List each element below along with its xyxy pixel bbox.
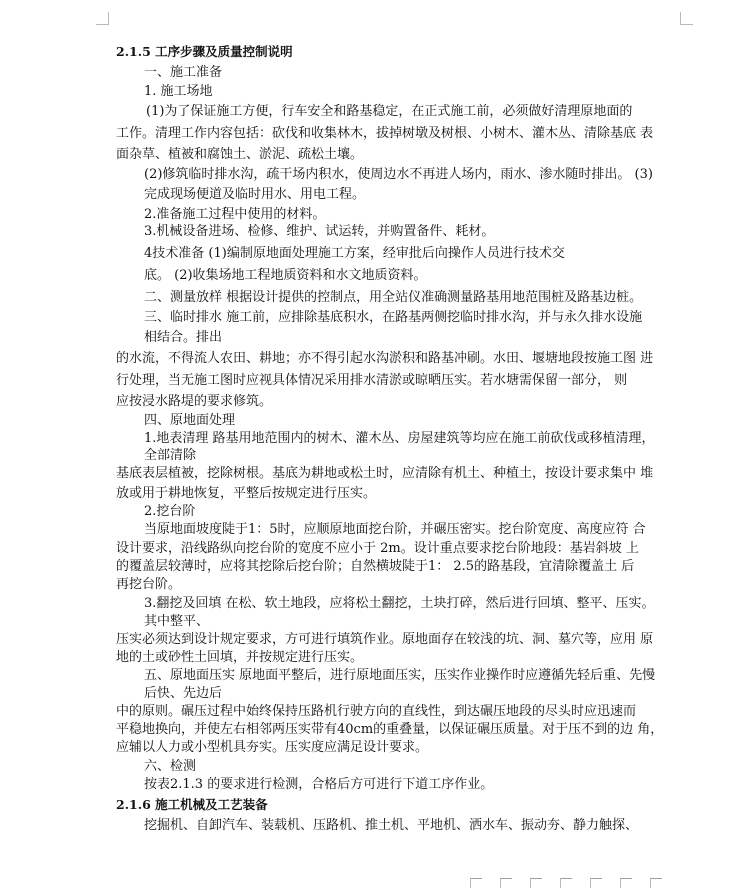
paragraph-line: 挖掘机、自卸汽车、装载机、压路机、推土机、平地机、洒水车、振动夯、静力触探、 [144, 818, 639, 833]
view-mode-icon[interactable] [590, 878, 602, 888]
paragraph-line: 中的原则。碾压过程中始终保持压路机行驶方向的直线性，到达碾压地段的尽头时应迅速而 [116, 704, 637, 719]
paragraph-line: 应按浸水路堤的要求修筑。 [116, 394, 273, 409]
paragraph-line: 完成现场便道及临时用水、用电工程。 [144, 187, 366, 202]
paragraph-line: 二、测量放样 根据设计提供的控制点，用全站仪准确测量路基用地范围桩及路基边桩。 [144, 290, 643, 305]
paragraph-line: 平稳地换向，并使左右相邻两压实带有40cm的重叠量，以保证碾压质量。对于压不到的边 角， [116, 722, 664, 737]
page-corner-mark [680, 12, 693, 25]
paragraph-line: 相结合。排出 [144, 330, 223, 345]
paragraph-line: 工作。清理工作内容包括：砍伐和收集林木，拔掉树墩及树根、小树木、灌木丛、清除基底 表 [116, 126, 654, 141]
view-mode-icon[interactable] [530, 878, 542, 888]
paragraph-line: 全部清除 [144, 448, 197, 463]
view-mode-icon[interactable] [500, 878, 512, 888]
paragraph-line: 底。 (2)收集场地工程地质资料和水文地质资料。 [144, 268, 427, 283]
view-mode-icon[interactable] [620, 878, 632, 888]
paragraph-line: 再挖台阶。 [116, 577, 182, 592]
paragraph-line: 放或用于耕地恢复，平整后按规定进行压实。 [116, 486, 377, 501]
paragraph-line: 2.挖台阶 [144, 504, 196, 519]
view-mode-icon[interactable] [560, 878, 572, 888]
paragraph-line: 2.准备施工过程中使用的材料。 [144, 207, 326, 222]
view-mode-icon[interactable] [650, 878, 662, 888]
view-mode-icon[interactable] [470, 878, 482, 888]
paragraph-line: 行处理，当无施工图时应视具体情况采用排水清淤或晾晒压实。若水塘需保留一部分， 则 [116, 373, 628, 388]
paragraph-line: (2)修筑临时排水沟，疏干场内积水，使周边水不再进人场内，雨水、渗水随时排出。 (3) [144, 167, 653, 182]
paragraph-line: 3.翻挖及回填 在松、软土地段，应将松土翻挖，土块打碎，然后进行回填、整平、压实。 [144, 596, 655, 611]
paragraph-line: 4技术准备 (1)编制原地面处理施工方案，经审批后向操作人员进行技术交 [144, 246, 565, 261]
paragraph-line: 按表2.1.3 的要求进行检测，合格后方可进行下道工序作业。 [144, 777, 494, 792]
paragraph-line: 后快、先边后 [144, 686, 223, 701]
paragraph-line: 基底表层植被，挖除树根。基底为耕地或松土时，应清除有机土、种植土，按设计要求集中 堆 [116, 466, 654, 481]
paragraph-line: 1.地表清理 路基用地范围内的树木、灌木丛、房屋建筑等均应在施工前砍伐或移植清理， [144, 431, 655, 446]
paragraph-line: 一、施工准备 [144, 65, 223, 80]
paragraph-line: 地的土或砂性土回填，并按规定进行压实。 [116, 650, 364, 665]
section-heading: 2.1.6 施工机械及工艺装备 [116, 797, 268, 812]
paragraph-line: 面杂草、植被和腐蚀土、淤泥、疏松土壤。 [116, 147, 364, 162]
view-status-bar [470, 878, 662, 889]
paragraph-line: 三、临时排水 施工前，应排除基底积水，在路基两侧挖临时排水沟，并与永久排水设施 [144, 310, 643, 325]
paragraph-line: (1)为了保证施工方便，行车安全和路基稳定，在正式施工前，必须做好清理原地面的 [146, 104, 633, 119]
paragraph-line: 的覆盖层较薄时，应将其挖除后挖台阶；自然横坡陡于1： 2.5的路基段，宜清除覆盖土 后 [116, 559, 635, 574]
page-corner-mark [96, 12, 109, 25]
paragraph-line: 设计要求，沿线路纵向挖台阶的宽度不应小于 2m。设计重点要求挖台阶地段：基岩斜坡 上 [116, 541, 639, 556]
paragraph-line: 的水流，不得流人农田、耕地；亦不得引起水沟淤积和路基冲刷。水田、堰塘地段按施工图 进 [116, 351, 654, 366]
paragraph-line: 四、原地面处理 [144, 413, 236, 428]
paragraph-line: 应辅以人力或小型机具夯实。压实度应满足设计要求。 [116, 740, 429, 755]
section-heading: 2.1.5 工序步骤及质量控制说明 [116, 44, 293, 59]
paragraph-line: 其中整平、 [144, 614, 210, 629]
paragraph-line: 五、原地面压实 原地面平整后，进行原地面压实，压实作业操作时应遵循先轻后重、先慢 [144, 668, 656, 683]
paragraph-line: 3.机械设备进场、检修、维护、试运转，并购置备件、耗材。 [144, 224, 495, 239]
paragraph-line: 压实必须达到设计规定要求，方可进行填筑作业。原地面存在较浅的坑、洞、墓穴等，应用 原 [116, 632, 654, 647]
paragraph-line: 当原地面坡度陡于1：5时，应顺原地面挖台阶，并碾压密实。挖台阶宽度、高度应符 合 [144, 522, 646, 537]
paragraph-line: 1. 施工场地 [144, 84, 213, 99]
paragraph-line: 六、检测 [144, 759, 197, 774]
